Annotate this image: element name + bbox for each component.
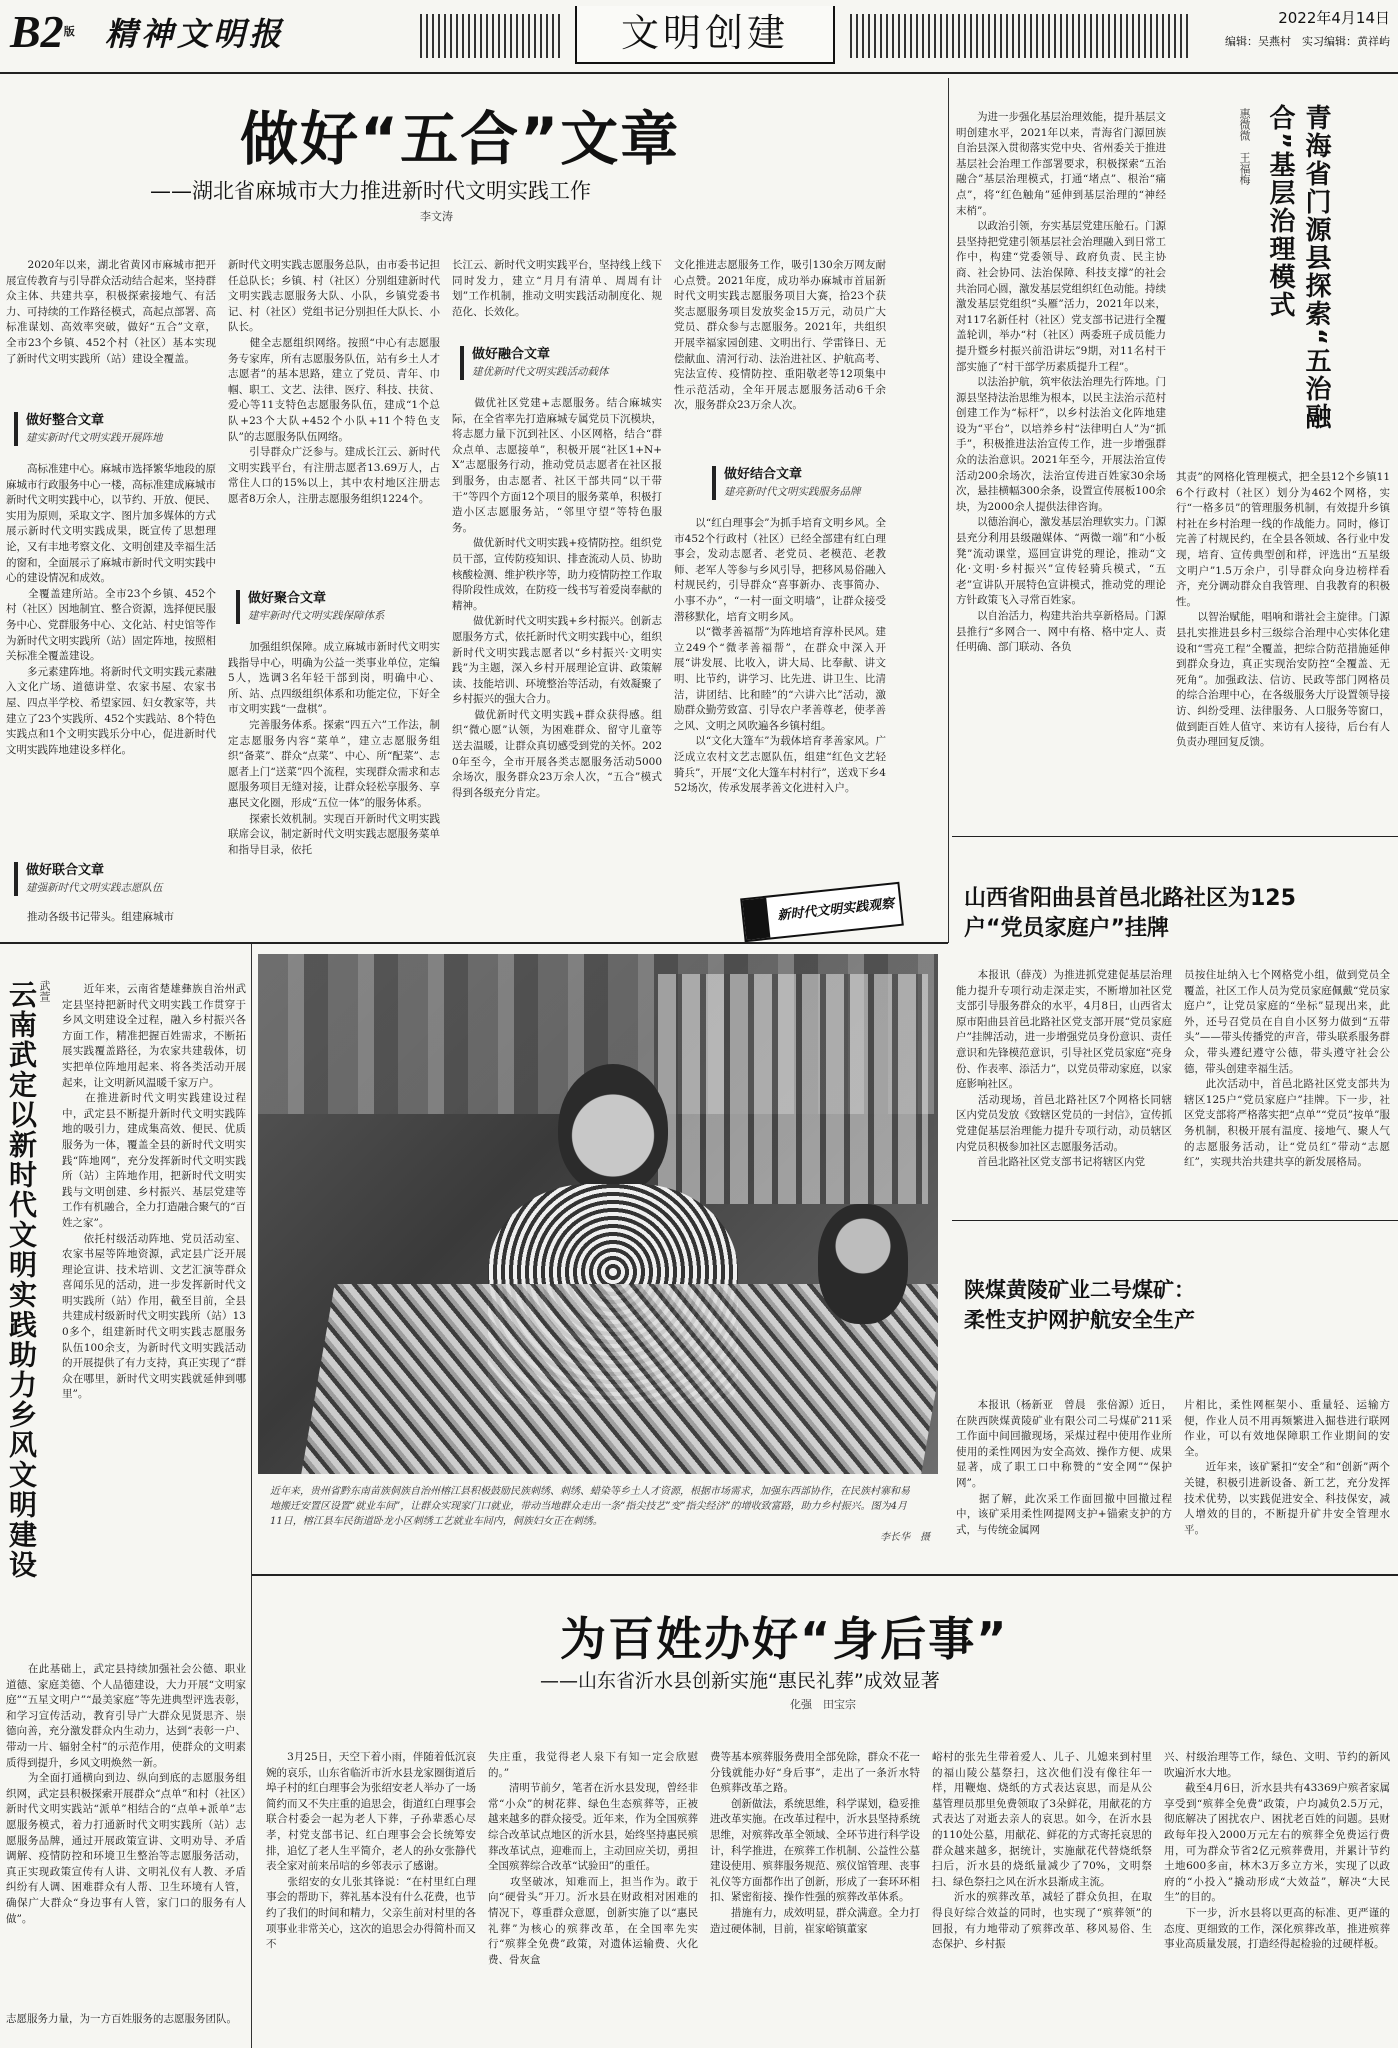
photo-woman-head	[558, 1064, 668, 1194]
subhead-combine	[712, 466, 882, 500]
shandong-col-1: 3月25日，天空下着小雨，伴随着低沉哀婉的哀乐，山东省临沂市沂水县龙家圈街道后埠子村的红白理事会为张绍安老人举办了一场简约而又不失庄重的追思会，街道红白理事会联合村委会一起为老人下葬，子孙辈悉心尽孝，村党支部书记、红白理事会会长统筹安排，追忆了老人生平简介，老人的孙女张静代表全家对前来吊唁的乡邻表示了感谢。 张绍安的女儿张其锋说：“在村里红白理事会的帮助下，葬礼基本没有什么花费，也节约了我们的时间和精力，父亲生前对村里的各项事业非常关心，这次的追思会办得简朴而又不	[266, 1751, 476, 1951]
yunnan-col-1c: 志愿服务力量，为一方百姓服务的志愿服务团队。	[6, 2013, 237, 2025]
subhead-gather	[236, 590, 436, 624]
main-col-2b: 加强组织保障。成立麻城市新时代文明实践指导中心，明确为公益一类事业单位，定编5人，选调3名年轻干部到岗，明确中心、所、站、点四级组织体系和功能定位，下好全市文明实践“一盘棋”。 完善服务体系。探索“四五六”工作法，制定志愿服务内容“菜单”，建立志愿服务组织“备菜”、群众“点菜”、中心、所“配菜”、志愿者上门“送菜”四个流程，实现群众需求和志愿服务项目无缝对接，让群众轻松享服务、享惠民文化圈，形成“五位一体”的服务体系。 探索长效机制。实现百开新时代文明实践联席会议，制定新时代文明实践志愿服务菜单和指导目录，依托	[228, 641, 440, 856]
subhead-title: 做好联合文章	[26, 863, 105, 878]
paper-name: 精神文明报	[105, 15, 286, 53]
shandong-authors: 化强 田宝宗	[790, 1698, 856, 1711]
qinghai-title: 青海省门源县探索“五治融合”基层治理模式	[1265, 104, 1331, 432]
stamp-dark-corner	[742, 898, 770, 940]
divider-qinghai-bottom	[952, 836, 1398, 837]
shandong-col-3: 费等基本殡葬服务费用全部免除，群众不花一分钱就能办好“身后事”，走出了一条沂水特色殡葬改革之路。 创新做法，系统思维，科学谋划，稳妥推进改革实施。在改革过程中，沂水县坚持系统思维，对殡葬改革全领域、全环节进行科学设计，科学推进，在殡葬工作机制、公益性公墓建设使用、殡葬服务规范、殡仪馆管理、丧事礼仪等方面都作出了创新，形成了一套环环相扣、紧密衔接、操作性强的殡葬改革体系。 措施有力，成效明显，群众满意。全力打造过硬体制，目前，崔家峪镇董家	[710, 1751, 920, 1935]
embroidery-photo	[258, 954, 938, 1474]
editors: 编辑：吴燕村 实习编辑：黄祥屿	[1225, 35, 1390, 48]
shaanxi-title-1: 陕煤黄陵矿业二号煤矿：	[964, 1278, 1195, 1302]
main-col-3: 长江云、新时代文明实践平台，坚持线上线下同时发力，建立“月月有清单、周周有计划”工作机制，推动文明实践活动制度化、规范化、长效化。	[452, 259, 662, 318]
main-col-1b: 高标准建中心。麻城市选择繁华地段的原麻城市行政服务中心一楼，高标准建成麻城市新时代文明实践中心，以节约、开放、便民、实用为原则，采取文字、图片加多媒体的方式展示新时代文明实践成果，既宣传了思想理论，又有丰地考察文化、文明创建及幸福生活的窗和，全面展示了麻城市新时代文明实践中心的建设情况和成效。 全覆盖建所站。全市23个乡镇、452个村（社区）因地制宜、整合资源，选择便民服务中心、党群服务中心、文化站、村史馆等作为新时代文明实践所（站）固定阵地，按照相关标准全覆盖建设。 多元素建阵地。将新时代文明实践元素融入文化广场、道德讲堂、农家书屋、农家书屋、四点半学校、希望家园、妇女教家等，共建立了23个实践所、452个实践站、8个特色实践点和1个文明实践乐分中心，促进新时代文明实践阵地建设多样化。	[6, 463, 216, 756]
divider-main-right	[948, 78, 949, 943]
qinghai-col-1: 为进一步强化基层治理效能，提升基层文明创建水平，2021年以来，青海省门源回族自治县深入贯彻落实党中央、省州委关于推进基层社会治理工作部署要求，积极探索“五治融合”基层治理模式，打通“堵点”、根治“痛点”，将“红色触角”延伸到基层治理的“神经末梢”。 以政治引领，夯实基层党建压舱石。门源县坚持把党建引领基层社会治理融入到日常工作中，构建“党委领导、政府负责、民主协商、社会协同、法治保障、科技支撑”的社会共治同心圆，激发基层党组织红色动能。持续激发基层党组织“头雁”活力，2021年以来，对117名新任村（社区）党支部书记进行全覆盖轮训，举办“村（社区）两委班子成员能力提升暨乡村振兴前沿讲坛”9期，对11名村干部实施了“村干部学历素质提升工程”。 以法治护航，筑牢依法治理先行阵地。门源县坚持法治思维为根本，以民主法治示范村创建工作为“标杆”，以乡村法治文化阵地建设为“平台”，以培养乡村“法律明白人”为“抓手”，积极推进法治宣传工作，进一步增强群众的法治意识。2021年至今，开展法治宣传活动200余场次，法治宣传进百姓家30余场次，悬挂横幅300余条，设置宣传展板100余块，为2000余人提供法律咨询。 以德治润心，激发基层治理软实力。门源县充分利用县级融媒体、“两微一端”和“小板凳”流动课堂，巡回宣讲党的理论，推动“文化·文明·乡村振兴”宣传轻骑兵模式，“五老”宣讲队开展特色宣讲模式，推动党的理论方针政策飞入寻常百姓家。 以自治活力，构建共治共享新格局。门源县推行“多网合一、网中有格、格中定人、责任明确、部门联动、各负	[956, 111, 1166, 654]
main-col-1c: 推动各级书记带头。组建麻城市	[6, 911, 174, 923]
masthead-stripe-right	[850, 14, 1190, 58]
divider-lower-section	[252, 1574, 1398, 1576]
subhead-desc: 建牢新时代文明实践保障体系	[248, 610, 385, 622]
column-stamp	[740, 882, 904, 942]
divider-yunnan-right	[251, 944, 252, 2048]
main-author: 李文涛	[420, 210, 453, 223]
shandong-col-4: 峪村的张先生带着爱人、儿子、儿媳来到村里的福山陵公墓祭扫，这次他们没有像往年一样，用鞭炮、烧纸的方式表达哀思，而是从公墓管理员那里免费领取了3朵鲜花，用献花的方式表达了对逝去亲人的哀思。如今，在沂水县的110处公墓，用献花、鲜花的方式寄托哀思的群众越来越多，据统计，实施献花代替烧纸祭扫后，沂水县的烧纸量减少了70%，文明祭扫、绿色祭扫之风在沂水县渐成主流。 沂水的殡葬改革，减轻了群众负担，在取得良好综合效益的同时，也实现了“殡葬领”的回报，有力地带动了殡葬改革、移风易俗、生态保护、乡村振	[932, 1751, 1152, 1951]
shandong-headline: 为百姓办好“身后事”	[560, 1612, 1009, 1666]
photo-second-worker	[818, 1204, 908, 1324]
shaanxi-col-1: 本报讯（杨新亚 曾晨 张倍源）近日，在陕西陕煤黄陵矿业有限公司二号煤矿211采工作面中间回撤现场，采煤过程中使用作业所使用的柔性网因为安全高效、操作方便、成果显著，成了职工口中称赞的“安全网”“保护网”。 据了解，此次采工作面回撤中回撤过程中，该矿采用柔性网提网支护+锚索支护的方式，与传统金属网	[956, 1399, 1172, 1536]
masthead	[0, 0, 1398, 78]
subhead-title: 做好聚合文章	[248, 591, 327, 606]
issue-date: 2022年4月14日	[1278, 9, 1390, 27]
shanxi-title: 山西省阳曲县首邑北路社区为125户“党员家庭户”挂牌	[964, 886, 1296, 941]
main-col-3b: 做优社区党建+志愿服务。结合麻城实际，在全省率先打造麻城专属党员下沉模块，将志愿力量下沉到社区、小区网格，结合“群众点单、志愿接单”，积极开展“社区1+N+X”志愿服务行动，推动党员志愿者在社区报到服务，由志愿者、社区干部共同“以干带干”等四个方面12个项目的服务菜单，积极打造小区志愿服务站，“邻里守望”等特色服务。 做优新时代文明实践+疫情防控。组织党员干部，宣传防疫知识、排查流动人员、协助核酸检测、维护秩序等，助力疫情防控工作取得阶段性成效，在防疫一线书写着爱岗奉献的精神。 做优新时代文明实践+乡村振兴。创新志愿服务方式，依托新时代文明实践中心，组织新时代文明实践志愿者以“乡村振兴·文明实践”为主题，深入乡村开展理论宣讲、政策解读、技能培训、环境整治等活动，有效凝聚了乡村振兴的强大合力。 做优新时代文明实践+群众获得感。组织“微心愿”认领，为困难群众、留守儿童等送去温暖，让群众真切感受到党的关怀。2020年至今，全市开展各类志愿服务活动5000余场次，服务群众23万余人次，“五合”模式得到各级充分肯定。	[452, 397, 662, 799]
subhead-title: 做好融合文章	[472, 347, 551, 362]
yunnan-col-1: 近年来，云南省楚雄彝族自治州武定县坚持把新时代文明实践工作贯穿于乡风文明建设全过程，融入乡村振兴各方面工作，精准把握百姓需求，不断拓展实践覆盖路径，为农家共建载体，切实把单位阵地用起来、将各类活动开展起来，让文明新风温暖千家万户。 在推进新时代文明实践建设过程中，武定县不断提升新时代文明实践阵地的吸引力，建成集高效、便民、优质服务为一体，覆盖全县的新时代文明实践“阵地网”，充分发挥新时代文明实践所（站）主阵地作用，把新时代文明实践与文明创建、乡村振兴、基层党建等工作有机融合，全力打造融合聚气的“百姓之家”。 依托村级活动阵地、党员活动室、农家书屋等阵地资源，武定县广泛开展理论宣讲、技术培训、文艺汇演等群众喜闻乐见的活动，进一步发挥新时代文明实践所（站）作用，截至目前，全县共建成村级新时代文明实践所（站）130多个，组建新时代文明实践志愿服务队伍100余支，为新时代文明实践活动的开展提供了有力支持，真正实现了“群众在哪里，新时代文明实践就延伸到哪里”。	[62, 983, 246, 1401]
section-title: 文明创建	[575, 6, 835, 64]
page-number-suffix: 版	[63, 26, 75, 38]
qinghai-authors: 惠微微 王福梅	[1238, 108, 1251, 185]
shanxi-col-1: 本报讯（薛茂）为推进抓党建促基层治理能力提升专项行动走深走实，不断增加社区党支部引导服务群众的水平，4月8日，山西省太原市阳曲县首邑北路社区党支部开展“党员家庭户”挂牌活动，进一步增强党员身份意识、责任意识和先锋模范意识，引导社区党员家庭“亮身份、作表率、添活力”，以党员带动家庭，以家庭影响社区。 活动现场，首邑北路社区7个网格长同辖区内党员发放《致辖区党员的一封信》，宣传抓党建促基层治理能力提升专项行动，动员辖区内党员积极参加社区志愿服务活动。 首邑北路社区党支部书记将辖区内党	[956, 969, 1172, 1169]
qinghai-col-2: 其责”的网格化管理模式，把全县12个乡镇116个行政村（社区）划分为462个网格，实行“一格多员”的管理服务机制，有效提升乡镇村社在乡村治理一线的作战能力。同时，修订完善了村规民约，在全县各领域、各行业中发现，培育、宣传典型创和样，评选出“五星级文明户”1.5万余户，引导群众向身边榜样看齐，充分调动群众自我管理、自我教育的积极性。 以智治赋能，唱响和谐社会主旋律。门源县扎实推进县乡村三级综合治理中心实体化建设和“雪亮工程”全覆盖，把综合防范措施延伸到群众身边，真正实现治安防控“全覆盖、无死角”。加强政法、信访、民政等部门网格员的综合治理中心，在各级服务大厅设置领导接访、纠纷受理、法律服务、人口服务等窗口，做到距百姓人值守、来访有人接待，后台有人负责办理回复反馈。	[1176, 471, 1390, 749]
shandong-col-5: 兴、村级治理等工作，绿色、文明、节约的新风吹遍沂水大地。 截至4月6日，沂水县共有43369户殡者家属享受到“殡葬全免费”政策，户均减负2.5万元，彻底解决了困扰农户、困扰老百姓的问题。县财政每年投入2000万元左右的殡葬全免费运行费用，可为群众节省2亿元殡葬费用，并累计节约土地600多亩，林木3万多立方米，实现了以政府的“小投入”撬动形成“大效益”，解决“大民生”的目的。 下一步，沂水县将以更高的标准、更严谨的态度、更细致的工作，深化殡葬改革，推进殡葬事业高质量发展，打造经得起检验的过硬样板。	[1164, 1751, 1390, 1951]
page-number-text: B2	[10, 6, 64, 57]
main-col-2: 新时代文明实践志愿服务总队，由市委书记担任总队长；乡镇、村（社区）分别组建新时代文明实践志愿服务大队、小队，乡镇党委书记、村（社区）党组书记分别担任大队长、小队长。 健全志愿组织网络。按照“中心有志愿服务专家库，所有志愿服务队伍，站有乡土人才志愿者”的基本思路，建立了党员、青年、巾帼、职工、文艺、法律、医疗、科技、扶贫、爱心等11支特色志愿服务队伍，建成“1个总队+23个大队+452个小队+11个特色支队”的志愿服务队伍网络。 引导群众广泛参与。建成长江云、新时代文明实践平台，有注册志愿者13.69万人，占常住人口的15%以上，其中农村地区注册志愿者8万余人，注册志愿服务组织1224个。	[228, 259, 440, 505]
masthead-stripe-left	[420, 14, 560, 58]
yunnan-col-1b: 在此基础上，武定县持续加强社会公德、职业道德、家庭美德、个人品德建设，大力开展“文明家庭”“五星文明户”“最美家庭”等先进典型评选表彰，和学习宣传活动，教育引导广大群众见贤思齐、崇德向善，充分激发群众内生动力，达到“表彰一户、带动一片、辐射全村”的示范作用，使群众的文明素质得到提升，乡风文明焕然一新。 为全面打通横向到边、纵向到底的志愿服务组织网，武定县积极探索开展群众“点单”和村（社区）新时代文明实践站“派单”相结合的“点单+派单”志愿服务模式，着力打通新时代文明实践所（站）志愿服务品牌，通过开展政策宣讲、文明劝导、矛盾调解、疫情防控和环境卫生整治等志愿服务活动，真正实现政策宣传有人讲、文明礼仪有人教、矛盾纠纷有人调、困难群众有人帮、卫生环境有人管，确保广大群众“身边事有人管，家门口的服务有人做”。	[6, 1663, 246, 1925]
main-col-4b: 以“红白理事会”为抓手培育文明乡风。全市452个行政村（社区）已经全部建有红白理事会，发动志愿者、老党员、老模范、老教师、老军人等参与乡风引导，把移风易俗融入村规民约，引导群众“喜事新办、丧事简办、小事不办”，“一村一面文明墙”，让群众接受潜移默化，培育文明乡风。 以“微孝善福帮”为阵地培育淳朴民风。建立249个“微孝善福帮”，在群众中深入开展“讲发展、比收入，讲大局、比奉献、讲文明、比节约，讲学习、比先进、讲卫生、比清洁，讲团结、比和睦”的“六讲六比”活动，激励群众勤劳致富、引导农户孝善尊老，使孝善之风、文明之风吹遍各乡镇村组。 以“文化大篷车”为载体培育孝善家风。广泛成立农村文艺志愿队伍，组建“红色文艺轻骑兵”，开展“文化大篷车村村行”，送戏下乡452场次，传承发展孝善文化进村入户。	[674, 517, 886, 795]
shaanxi-title-2: 柔性支护网护航安全生产	[964, 1308, 1195, 1332]
subhead-title: 做好结合文章	[724, 467, 803, 482]
subhead-unite	[14, 862, 214, 896]
shanxi-col-2: 员按住址纳入七个网格党小组，做到党员全覆盖，社区工作人员为党员家庭佩戴“党员家庭户”，让党员家庭的“坐标”显现出来，此外，还号召党员在自自小区努力做到“五带头”——带头传播党的声音，带头联系服务群众，带头遵纪遵守公德，带头遵守社会公德，带头创建幸福生活。 此次活动中，首邑北路社区党支部共为辖区125户“党员家庭户”挂牌。下一步，社区党支部将严格落实把“点单”“党员”按单”服务机制，积极开展有温度、接地气、聚人气的志愿服务活动，让“党员红”带动“志愿红”，实现共治共建共享的新发展格局。	[1184, 969, 1390, 1169]
main-col-1: 2020年以来，湖北省黄冈市麻城市把开展宣传教育与引导群众活动结合起来，坚持群众主体、共建共享，积极探索接地气、有活力、可持续的工作路径模式，高起点部署、高标准谋划、高效率突破，做好“五合”文章，全市23个乡镇、452个村（社区）基本实现了新时代文明实践所（站）建设全覆盖。	[6, 259, 216, 365]
photo-hanging-garments	[658, 974, 928, 1204]
page-number	[10, 8, 75, 56]
subhead-desc: 建亮新时代文明实践服务品牌	[724, 486, 861, 498]
main-subtitle: ——湖北省麻城市大力推进新时代文明实践工作	[150, 179, 591, 203]
photo-credit: 李长华 摄	[880, 1532, 930, 1543]
subhead-fuse	[460, 346, 660, 380]
shandong-col-2: 失庄重，我觉得老人泉下有知一定会欣慰的。” 清明节前夕，笔者在沂水县发现，曾经非常“小众”的树花葬、绿色生态殡葬等，正被越来越多的群众接受。近年来，作为全国殡葬综合改革试点地区的沂水县，始终坚持惠民殡葬改革试点，迎难而上，主动回应关切，勇担全国殡葬综合改革“试验田”的重任。 攻坚破冰，知难而上，担当作为。敢于向“硬骨头”开刀。沂水县在财政相对困难的情况下，尊重群众意愿，创新实施了以“惠民礼葬”为核心的殡葬改革，在全国率先实行“殡葬全免费”政策，对遗体运输费、火化费、骨灰盒	[488, 1751, 698, 1966]
divider-shanxi-bottom	[952, 1220, 1398, 1221]
stamp-text: 新时代文明实践观察	[776, 896, 895, 924]
photo-caption: 近年来，贵州省黔东南苗族侗族自治州榕江县积极鼓励民族刺绣、刺绣、蜡染等乡土人才资源，根据市场需求，加强东西部协作，在民族村寨和易地搬迁安置区设置“就业车间”，让群众实现家门口就业，带动当地群众走出一条“指尖技艺”变“指尖经济”的增收致富路，助力乡村振兴。图为4月11日，榕江县车民街道卧龙小区刺绣工艺就业车间内，侗族妇女正在刺绣。	[270, 1486, 910, 1527]
main-col-4: 文化推进志愿服务工作，吸引130余万网友耐心点赞。2021年度，成功举办麻城市首届新时代文明实践志愿服务项目大赛，拾23个获奖志愿服务项目发放奖金15万元，动员广大党员、群众参与志愿服务。2021年，共组织开展幸福家园创建、文明出行、学雷锋日、无偿献血、清河行动、法治进社区、护航高考、宪法宣传、疫情防控、重阳敬老等12项集中性示范活动，全年开展志愿服务活动6千余次，服务群众23万余人次。	[674, 259, 886, 412]
subhead-title: 做好整合文章	[26, 413, 105, 428]
divider-upper-section	[0, 942, 948, 944]
subhead-desc: 建强新时代文明实践志愿队伍	[26, 882, 163, 894]
shaanxi-col-2: 片相比，柔性网框架小、重量轻、运输方便，作业人员不用再频繁进入掘巷进行联网作业，可以有效地保障职工作业期间的安全。 近年来，该矿紧扣“安全”和“创新”两个关键，积极引进新设备、新工艺，充分发挥技术优势，以实践促进安全、科技保安，减人增效的目的，不断提升矿井安全管理水平。	[1184, 1399, 1390, 1536]
subhead-desc: 建实新时代文明实践开展阵地	[26, 432, 163, 444]
main-headline: 做好“五合”文章	[240, 105, 681, 173]
subhead-integrate	[14, 412, 214, 446]
shandong-subtitle: ——山东省沂水县创新实施“惠民礼葬”成效显著	[540, 1670, 940, 1692]
yunnan-title: 云南武定以新时代文明实践助力乡风文明建设	[5, 980, 38, 1580]
subhead-desc: 建优新时代文明实践活动载体	[472, 366, 609, 378]
masthead-rule	[0, 72, 1398, 74]
yunnan-author: 武萱	[38, 980, 51, 1002]
